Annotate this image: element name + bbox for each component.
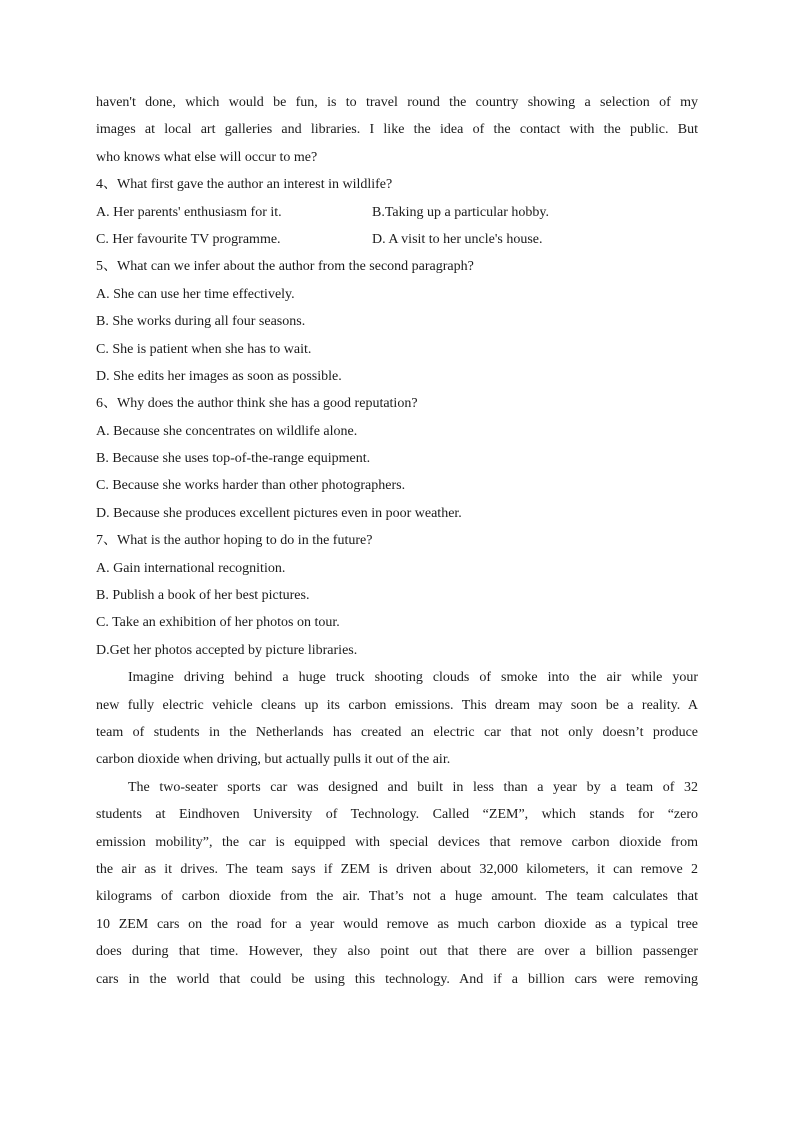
- option-a: A. She can use her time effectively.: [96, 286, 295, 302]
- text-line: who knows what else will occur to me?: [96, 149, 318, 165]
- question-6: [96, 393, 698, 525]
- option-b: B. Because she uses top-of-the-range equipment.: [96, 451, 371, 467]
- option-c: C. Because she works harder than other photographers.: [96, 478, 406, 494]
- option-c: C. Take an exhibition of her photos on tour.: [96, 615, 340, 631]
- question-4: [96, 174, 698, 251]
- question-stem: 7、What is the author hoping to do in the future?: [96, 533, 373, 549]
- option-row: [96, 229, 698, 251]
- option-d: D. Because she produces excellent pictures even in poor weather.: [96, 505, 462, 521]
- option-d: D. She edits her images as soon as possible.: [96, 368, 342, 384]
- passage-paragraph-1: [96, 667, 698, 771]
- question-stem: 6、Why does the author think she has a good reputation?: [96, 396, 418, 412]
- option-b: B. She works during all four seasons.: [96, 314, 306, 330]
- option-c: C. She is patient when she has to wait.: [96, 341, 312, 357]
- intro-paragraph: [96, 92, 698, 169]
- text-line: kilograms of carbon dioxide from the air. That’s not a huge amount. The team calculates that: [96, 889, 698, 905]
- question-stem: 4、What first gave the author an interest in wildlife?: [96, 177, 393, 193]
- text-line: team of students in the Netherlands has created an electric car that not only doesn’t produce: [96, 724, 698, 740]
- question-5: [96, 256, 698, 388]
- text-line: The two-seater sports car was designed and built in less than a year by a team of 32: [128, 779, 698, 795]
- option-a: A. Gain international recognition.: [96, 560, 286, 576]
- option-a: A. Her parents' enthusiasm for it.: [96, 204, 282, 220]
- text-line: haven't done, which would be fun, is to travel round the country showing a selection of my: [96, 95, 698, 110]
- text-line: Imagine driving behind a huge truck shooting clouds of smoke into the air while your: [128, 670, 698, 686]
- text-line: cars in the world that could be using this technology. And if a billion cars were removing: [96, 971, 698, 987]
- passage-paragraph-2: [96, 777, 698, 991]
- text-line: carbon dioxide when driving, but actually pulls it out of the air.: [96, 752, 451, 768]
- option-row: [96, 202, 698, 224]
- option-b: B. Publish a book of her best pictures.: [96, 588, 310, 604]
- text-line: new fully electric vehicle cleans up its carbon emissions. This dream may soon be a reality. A: [96, 697, 698, 713]
- text-line: does during that time. However, they also point out that there are over a billion passenger: [96, 944, 698, 960]
- option-b: B.Taking up a particular hobby.: [372, 204, 549, 220]
- option-d: D.Get her photos accepted by picture libraries.: [96, 642, 358, 658]
- option-d: D. A visit to her uncle's house.: [372, 231, 543, 247]
- option-c: C. Her favourite TV programme.: [96, 231, 281, 247]
- question-7: [96, 530, 698, 662]
- option-a: A. Because she concentrates on wildlife alone.: [96, 423, 358, 439]
- text-line: 10 ZEM cars on the road for a year would remove as much carbon dioxide as a typical tree: [96, 916, 698, 932]
- text-line: the air as it drives. The team says if ZEM is driven about 32,000 kilometers, it can remove 2: [96, 861, 698, 877]
- text-line: emission mobility”, the car is equipped with special devices that remove carbon dioxide from: [96, 834, 698, 850]
- question-stem: 5、What can we infer about the author from the second paragraph?: [96, 259, 474, 275]
- text-line: images at local art galleries and libraries. I like the idea of the contact with the public. But: [96, 122, 698, 138]
- text-line: students at Eindhoven University of Technology. Called “ZEM”, which stands for “zero: [96, 807, 698, 823]
